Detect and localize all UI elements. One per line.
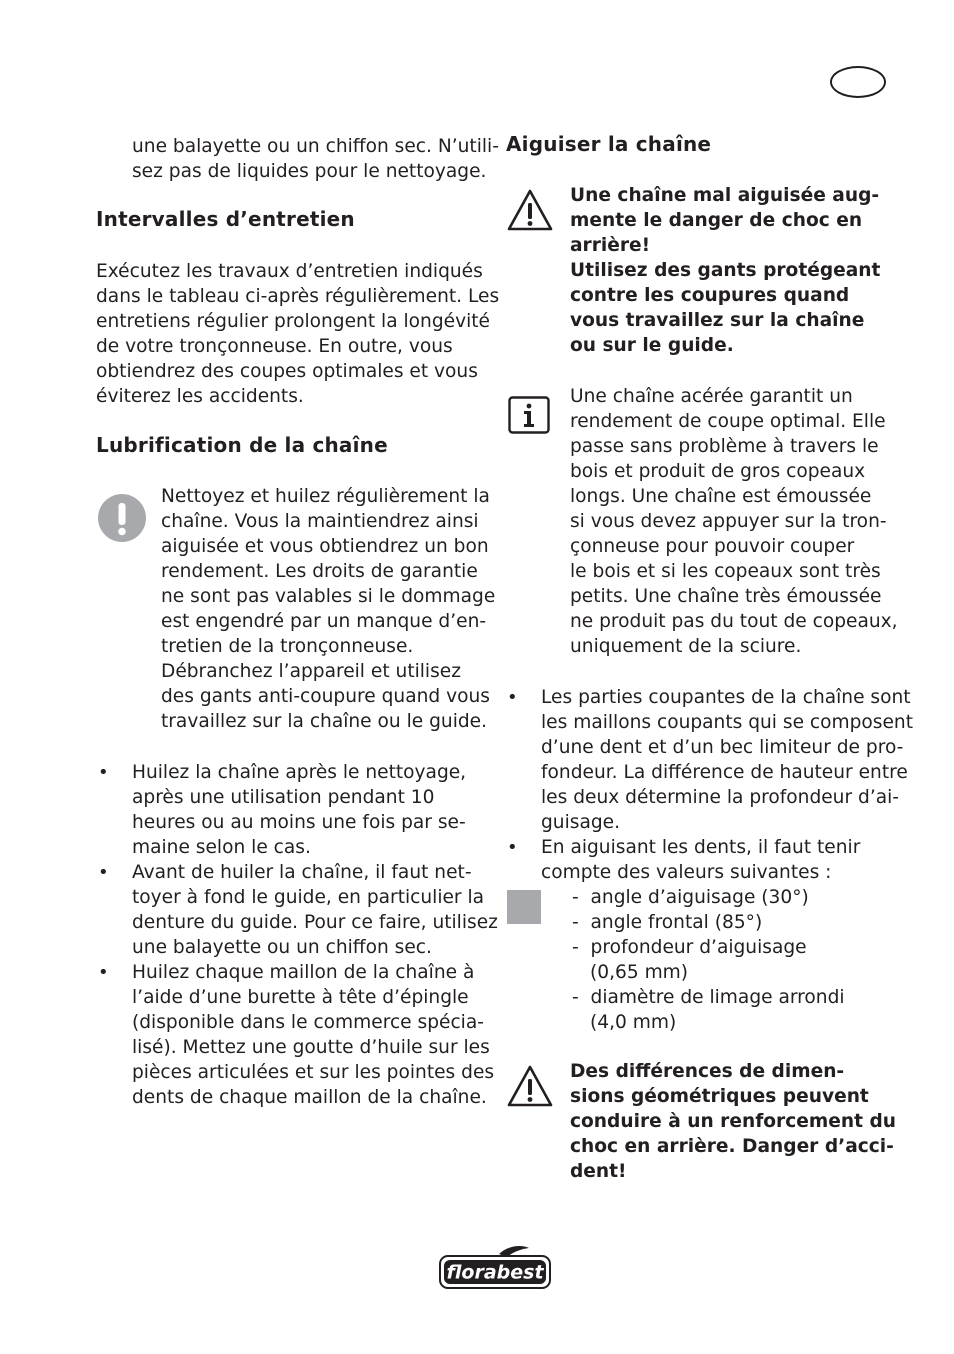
florabest-logo-icon	[437, 1244, 553, 1292]
dash-list	[572, 885, 845, 1035]
text-line: diamètre de limage arrondi	[590, 987, 845, 1008]
text-line: une balayette ou un chiffon sec.	[132, 937, 432, 958]
text-line: si vous devez appuyer sur la tron-	[570, 511, 887, 532]
text-line: conduire à un renforcement du	[570, 1111, 896, 1132]
bullet-marker: •	[98, 962, 109, 983]
bullet-marker: •	[98, 862, 109, 883]
text-line: (4,0 mm)	[590, 1012, 677, 1033]
text-line: guisage.	[541, 812, 620, 833]
text-line: travaillez sur la chaîne ou le guide.	[161, 711, 488, 732]
text-line: (disponible dans le commerce spécia-	[132, 1012, 484, 1033]
text-line: ou sur le guide.	[570, 335, 734, 356]
text-line: fondeur. La différence de hauteur entre	[541, 762, 908, 783]
text-line: (0,65 mm)	[590, 962, 689, 983]
text-line: Les parties coupantes de la chaîne sont	[541, 687, 911, 708]
text-line: dents de chaque maillon de la chaîne.	[132, 1087, 487, 1108]
section-title-maintenance-intervals: Intervalles d’entretien	[96, 207, 355, 231]
text-line: Avant de huiler la chaîne, il faut net-	[132, 862, 472, 883]
text-line: dans le tableau ci-après régulièrement. Les	[96, 286, 500, 307]
text-line: arrière!	[570, 235, 651, 256]
text-line: rendement de coupe optimal. Elle	[570, 411, 886, 432]
logo-text: florabest	[446, 1261, 544, 1284]
text-line: longs. Une chaîne est émoussée	[570, 486, 872, 507]
text-line: sions géométriques peuvent	[570, 1086, 869, 1107]
text-line: En aiguisant les dents, il faut tenir	[541, 837, 861, 858]
text-line: Débranchez l’appareil et utilisez	[161, 661, 461, 682]
text-line: maine selon le cas.	[132, 837, 311, 858]
warning-triangle-icon	[506, 188, 554, 232]
text-line: tretien de la tronçonneuse.	[161, 636, 414, 657]
language-badge	[830, 66, 886, 98]
text-line: les deux détermine la profondeur d’ai-	[541, 787, 900, 808]
text-line: profondeur d’aiguisage	[590, 937, 807, 958]
list-item	[132, 960, 494, 1110]
bullet-marker: •	[98, 762, 109, 783]
text-line: pièces articulées et sur les pointes des	[132, 1062, 495, 1083]
text-line: dent!	[570, 1161, 627, 1182]
text-line: de votre tronçonneuse. En outre, vous	[96, 336, 453, 357]
text-line: Huilez la chaîne après le nettoyage,	[132, 762, 467, 783]
text-line: est engendré par un manque d’en-	[161, 611, 487, 632]
text-line: après une utilisation pendant 10	[132, 787, 435, 808]
warning-chain-sharpness	[570, 183, 880, 358]
list-item	[541, 835, 860, 885]
text-line: d’une dent et d’un bec limiteur de pro-	[541, 737, 904, 758]
text-line: denture du guide. Pour ce faire, utilisez	[132, 912, 498, 933]
text-line: sez pas de liquides pour le nettoyage.	[132, 161, 487, 182]
lubrication-note	[161, 484, 495, 734]
text-line: choc en arrière. Danger d’acci-	[570, 1136, 894, 1157]
text-line: mente le danger de choc en	[570, 210, 863, 231]
text-line: heures ou au moins une fois par se-	[132, 812, 466, 833]
maintenance-intervals-paragraph	[96, 259, 499, 409]
text-line: passe sans problème à travers le	[570, 436, 879, 457]
section-title-chain-lubrication: Lubrification de la chaîne	[96, 433, 388, 457]
section-title-sharpen-chain: Aiguiser la chaîne	[506, 132, 712, 156]
intro-text	[132, 134, 499, 184]
text-line: angle frontal (85°)	[590, 912, 763, 933]
dash-item: - angle frontal (85°)	[572, 912, 763, 933]
bullet-marker: •	[507, 687, 518, 708]
text-line: toyer à fond le guide, en particulier la	[132, 887, 485, 908]
text-line: compte des valeurs suivantes :	[541, 862, 832, 883]
text-line: éviterez les accidents.	[96, 386, 304, 407]
grey-marker-square	[507, 890, 541, 924]
text-line: Une chaîne acérée garantit un	[570, 386, 853, 407]
text-line: aiguisée et vous obtiendrez un bon	[161, 536, 489, 557]
text-line: vous travaillez sur la chaîne	[570, 310, 865, 331]
text-line: Nettoyez et huilez régulièrement la	[161, 486, 490, 507]
info-sharp-chain	[570, 384, 898, 659]
text-line: Huilez chaque maillon de la chaîne à	[132, 962, 475, 983]
dash-item: - profondeur d’aiguisage	[572, 937, 807, 958]
text-line: l’aide d’une burette à tête d’épingle	[132, 987, 469, 1008]
info-icon	[508, 396, 550, 434]
text-line: obtiendrez des coupes optimales et vous	[96, 361, 478, 382]
text-line: le bois et si les copeaux sont très	[570, 561, 881, 582]
text-line: ne sont pas valables si le dommage	[161, 586, 496, 607]
warning-triangle-icon	[506, 1064, 554, 1108]
dash-item: - angle d’aiguisage (30°)	[572, 887, 809, 908]
text-line: lisé). Mettez une goutte d’huile sur les	[132, 1037, 490, 1058]
list-item	[132, 760, 466, 860]
text-line: les maillons coupants qui se composent	[541, 712, 914, 733]
exclamation-circle-icon	[98, 494, 146, 542]
text-line: une balayette ou un chiffon sec. N’utili-	[132, 136, 499, 157]
text-line: ne produit pas du tout de copeaux,	[570, 611, 898, 632]
list-item	[132, 860, 498, 960]
text-line: Utilisez des gants protégeant	[570, 260, 881, 281]
text-line: Exécutez les travaux d’entretien indiqués	[96, 261, 483, 282]
warning-geometry-differences	[570, 1059, 896, 1184]
text-line: rendement. Les droits de garantie	[161, 561, 478, 582]
text-line: bois et produit de gros copeaux	[570, 461, 866, 482]
text-line: petits. Une chaîne très émoussée	[570, 586, 882, 607]
text-line: des gants anti-coupure quand vous	[161, 686, 490, 707]
list-item	[541, 685, 913, 835]
bullet-marker: •	[507, 837, 518, 858]
text-line: chaîne. Vous la maintiendrez ainsi	[161, 511, 479, 532]
dash-item: - diamètre de limage arrondi	[572, 987, 845, 1008]
text-line: entretiens régulier prolongent la longévité	[96, 311, 490, 332]
text-line: angle d’aiguisage (30°)	[590, 887, 809, 908]
text-line: contre les coupures quand	[570, 285, 850, 306]
text-line: Des différences de dimen-	[570, 1061, 845, 1082]
text-line: Une chaîne mal aiguisée aug-	[570, 185, 880, 206]
text-line: çonneuse pour pouvoir couper	[570, 536, 855, 557]
text-line: uniquement de la sciure.	[570, 636, 802, 657]
